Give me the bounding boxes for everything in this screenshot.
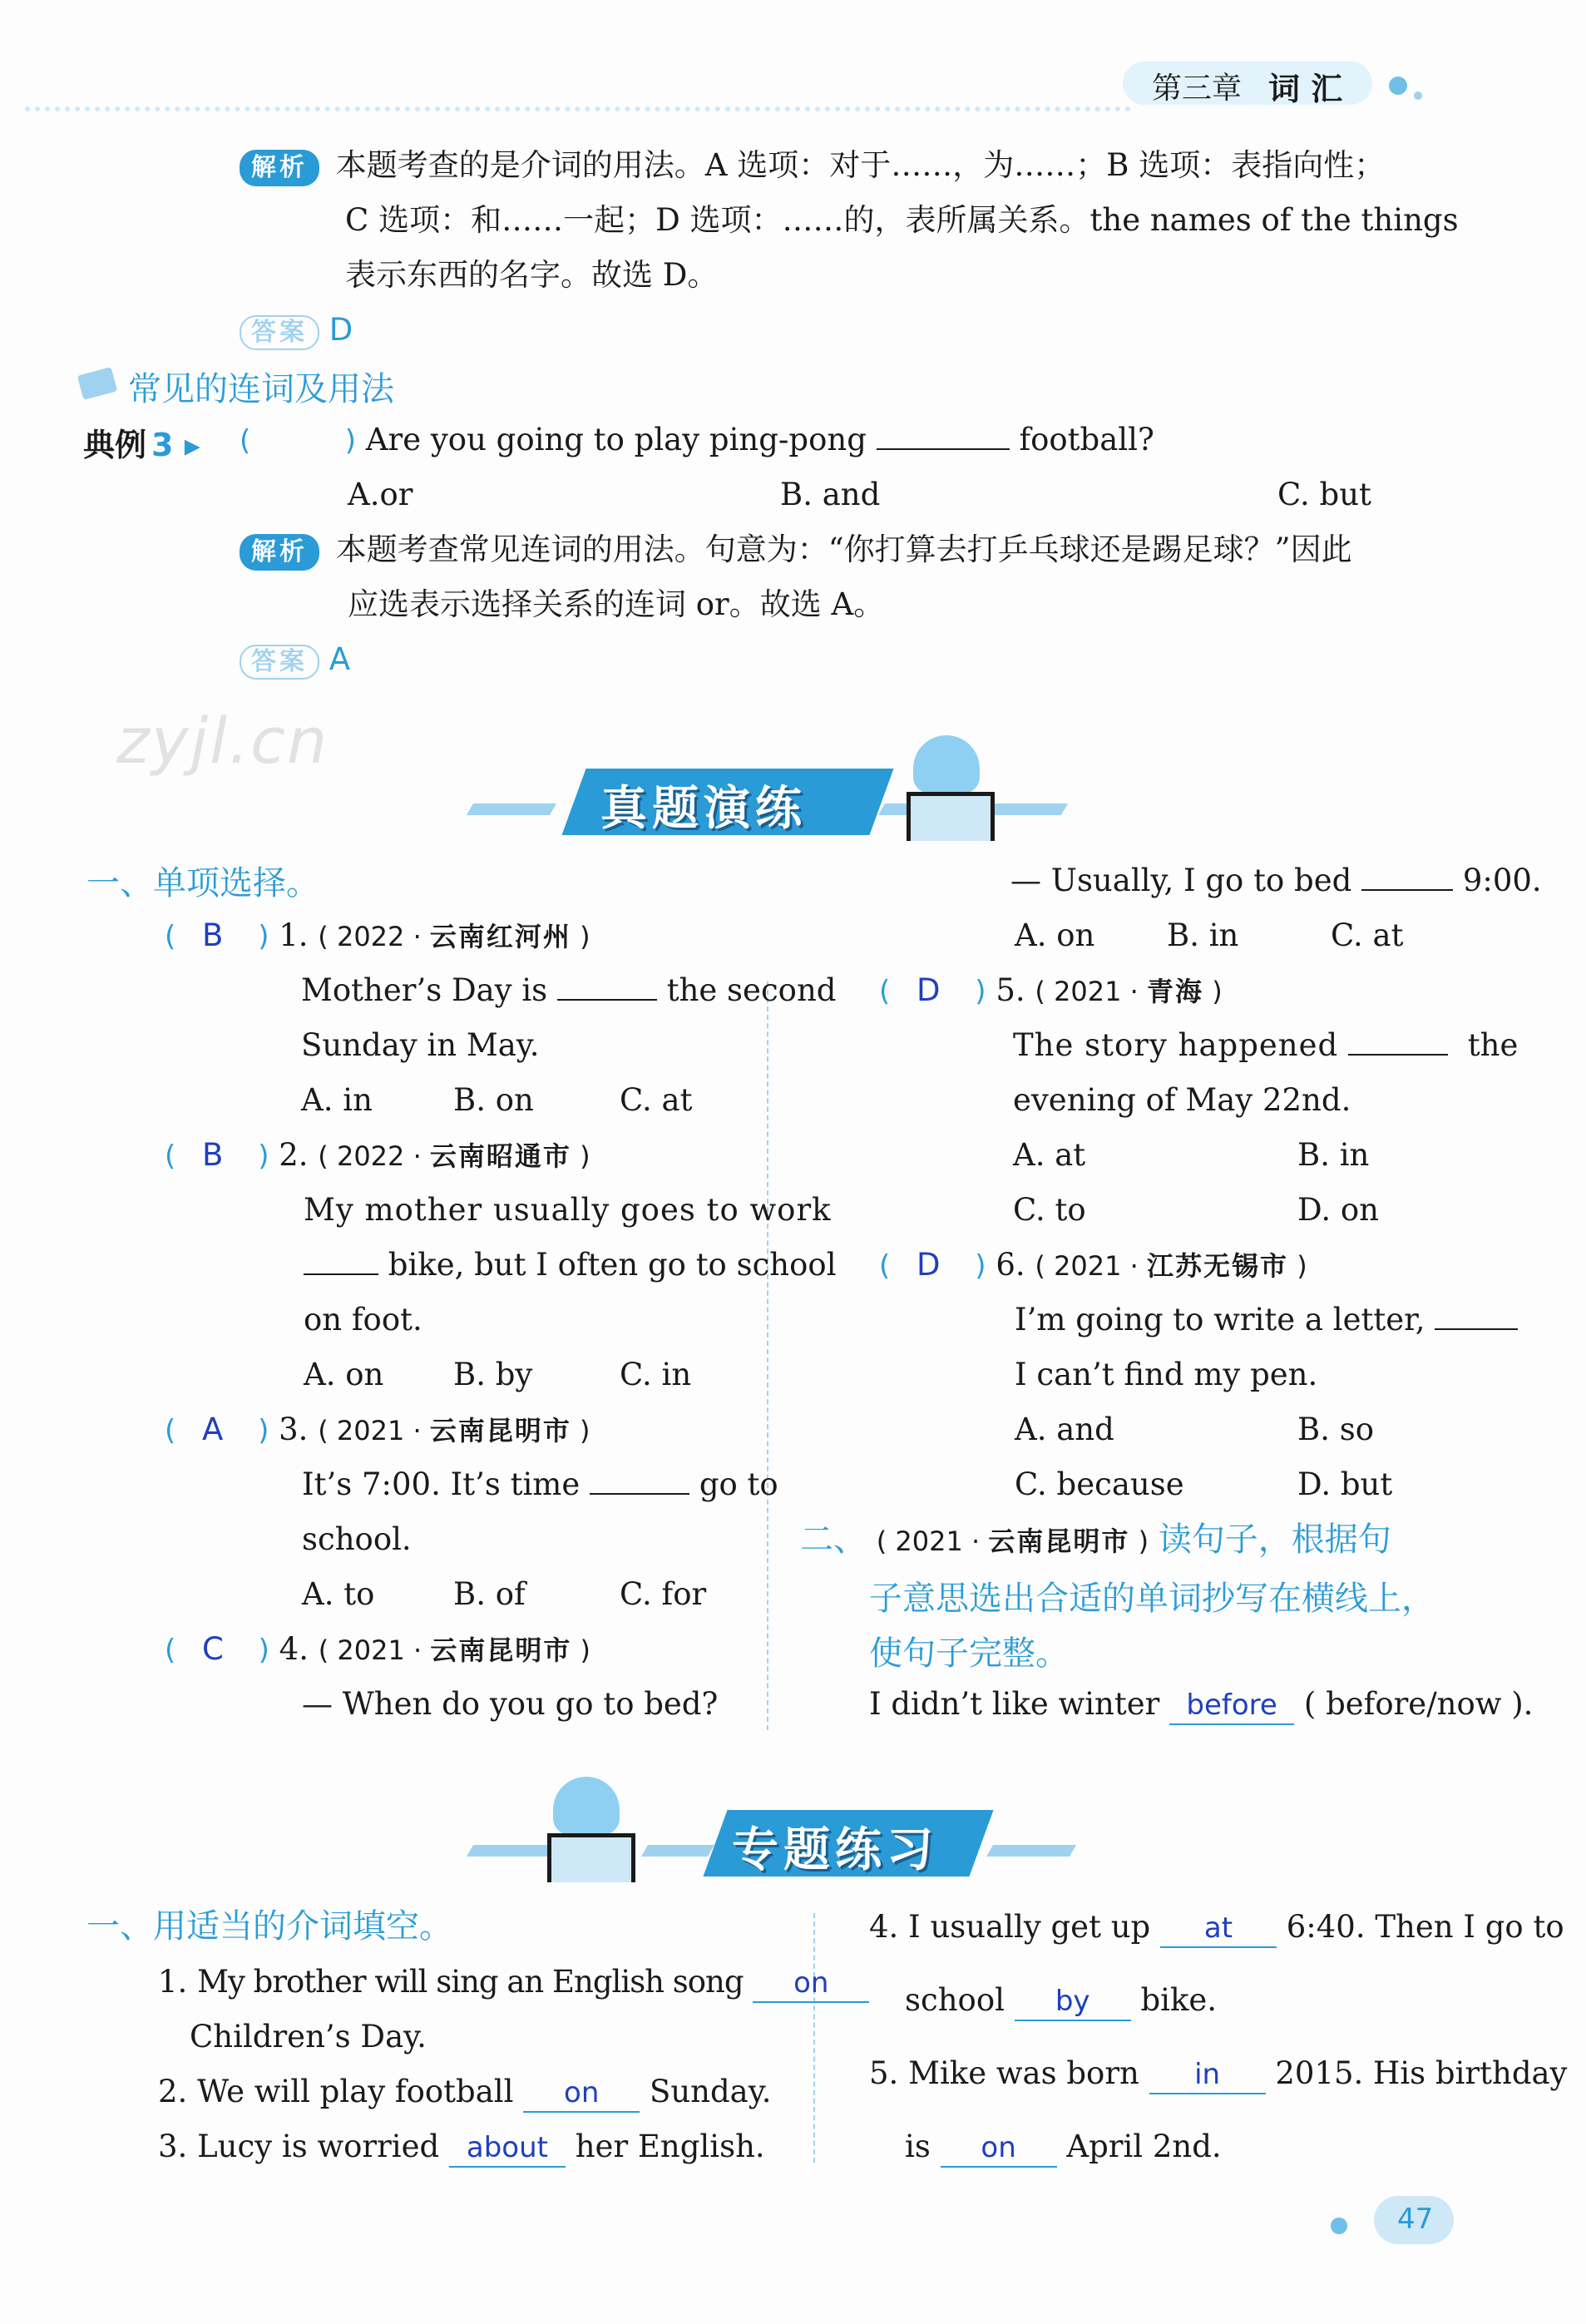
part2-sentence: I didn’t like winter before ( before/now ). (869, 1677, 1533, 1732)
analysis-2-line-2: 应选表示选择关系的连词 or。故选 A。 (348, 586, 885, 622)
analysis-1-line-1: 解析 本题考查的是介词的用法。A 选项：对于……，为……；B 选项：表指向性； (240, 138, 1385, 193)
practice-item-4: 4. I usually get up at 6:40. Then I go to (869, 1900, 1564, 1955)
q3-option-b: B. of (453, 1576, 526, 1612)
practice-item-1: 1. My brother will sing an English song on (158, 1955, 869, 2010)
example-option-c: C. but (1277, 477, 1371, 512)
watermark: zyjl.cn (116, 704, 329, 778)
practice-item-5-line-2: is on April 2nd. (905, 2119, 1222, 2174)
q5-option-b: B. in (1297, 1137, 1370, 1173)
answer-badge: 答案 (240, 315, 319, 350)
chapter-label: 第三章 (1152, 72, 1243, 106)
practice-item-5: 5. Mike was born in 2015. His birthday (869, 2046, 1567, 2101)
q2-option-b: B. by (453, 1357, 533, 1392)
practice-title: 一、用适当的介词填空。 (86, 1907, 452, 1946)
part2-line-1: 二、 ( 2021 · 云南昆明市 ) 读句子，根据句 (800, 1520, 1391, 1559)
chapter-title: 词 汇 (1268, 71, 1343, 107)
q5-header: ( D ) 5. ( 2021 · 青海 ) (879, 972, 1223, 1008)
q1-option-a: A. in (301, 1082, 373, 1118)
part2-line-2: 子意思选出合适的单词抄写在横线上， (869, 1580, 1435, 1618)
section-title-conjunctions: 常见的连词及用法 (128, 370, 394, 408)
q6-option-d: D. but (1297, 1466, 1393, 1502)
q5-option-c: C. to (1013, 1192, 1086, 1228)
q3-option-c: C. for (620, 1576, 707, 1612)
q2-line-2: bike, but I often go to school (304, 1238, 837, 1293)
column-divider (767, 982, 768, 1730)
practice-item-4-line-2: school by bike. (905, 1973, 1217, 2028)
analysis-1-line-3: 表示东西的名字。故选 D。 (345, 257, 719, 293)
q5-option-d: D. on (1297, 1192, 1379, 1228)
q4-header: ( C ) 4. ( 2021 · 云南昆明市 ) (165, 1631, 591, 1667)
example-question: ( ) Are you going to play ping-pong football? (240, 422, 1154, 457)
q3-header: ( A ) 3. ( 2021 · 云南昆明市 ) (165, 1412, 590, 1447)
answer-2: 答案 A (240, 632, 350, 687)
q4-option-a: A. on (1015, 917, 1095, 953)
part1-title: 一、单项选择。 (86, 864, 319, 902)
q6-line-1: I’m going to write a letter, (1015, 1293, 1518, 1347)
analysis-2-line-1: 解析 本题考查常见连词的用法。句意为：“你打算去打乒乓球还是踢足球？”因此 (240, 522, 1352, 577)
q2-option-c: C. in (620, 1357, 692, 1392)
q2-line-1: My mother usually goes to work (304, 1192, 832, 1228)
q5-line-1: The story happened the (1013, 1027, 1519, 1063)
answer-1: 答案 D (240, 303, 353, 358)
q3-option-a: A. to (302, 1576, 375, 1612)
example-label: 典例 3 ▸ (83, 427, 200, 463)
practice-item-3: 3. Lucy is worried about her English. (158, 2119, 765, 2174)
book-icon (77, 367, 117, 400)
q6-option-a: A. and (1015, 1412, 1114, 1447)
q1-line-1: Mother’s Day is the second (301, 972, 837, 1008)
elephant-icon (913, 735, 980, 794)
header-dotted-line (25, 106, 1131, 111)
q2-header: ( B ) 2. ( 2022 · 云南昭通市 ) (165, 1137, 590, 1173)
desk-icon (907, 792, 995, 841)
q2-option-a: A. on (304, 1357, 384, 1392)
q4-line-2: — Usually, I go to bed 9:00. (1010, 863, 1542, 898)
q6-header: ( D ) 6. ( 2021 · 江苏无锡市 ) (879, 1247, 1307, 1283)
q1-option-c: C. at (620, 1082, 693, 1118)
banner-practice-text: 专题练习 (732, 1823, 938, 1877)
q5-option-a: A. at (1013, 1137, 1086, 1173)
q3-line-2: school. (302, 1521, 412, 1557)
practice-item-1-line-2: Children’s Day. (190, 2019, 427, 2055)
q3-line-1: It’s 7:00. It’s time go to (302, 1466, 778, 1502)
q4-line-1: — When do you go to bed? (302, 1686, 719, 1722)
q1-line-2: Sunday in May. (301, 1027, 540, 1063)
q2-line-3: on foot. (304, 1302, 422, 1338)
q1-option-b: B. on (453, 1082, 534, 1118)
analysis-badge: 解析 (240, 150, 319, 186)
q6-option-c: C. because (1015, 1466, 1184, 1502)
q4-option-b: B. in (1167, 917, 1239, 953)
example-option-a: A.or (348, 477, 413, 512)
header-dot-icon-small (1414, 91, 1422, 100)
q1-header: ( B ) 1. ( 2022 · 云南红河州 ) (165, 917, 590, 953)
page-number: 47 (1397, 2203, 1434, 2236)
elephant-icon-2 (553, 1777, 620, 1835)
q4-option-c: C. at (1331, 917, 1404, 953)
q6-option-b: B. so (1297, 1412, 1374, 1447)
q6-line-2: I can’t find my pen. (1015, 1357, 1318, 1392)
blank[interactable] (877, 448, 1010, 450)
page-number-dot-icon (1331, 2218, 1347, 2234)
practice-item-2: 2. We will play football on Sunday. (158, 2064, 772, 2119)
analysis-1-line-2: C 选项：和……一起；D 选项：……的，表所属关系。the names of the things (345, 202, 1459, 238)
desk-icon-2 (547, 1833, 635, 1882)
header-dot-icon (1389, 77, 1407, 95)
example-option-b: B. and (780, 477, 881, 512)
banner-stripe (467, 804, 556, 815)
banner-real-exam-text: 真题演练 (600, 782, 807, 836)
q5-line-2: evening of May 22nd. (1013, 1082, 1351, 1118)
part2-line-3: 使句子完整。 (869, 1634, 1069, 1673)
